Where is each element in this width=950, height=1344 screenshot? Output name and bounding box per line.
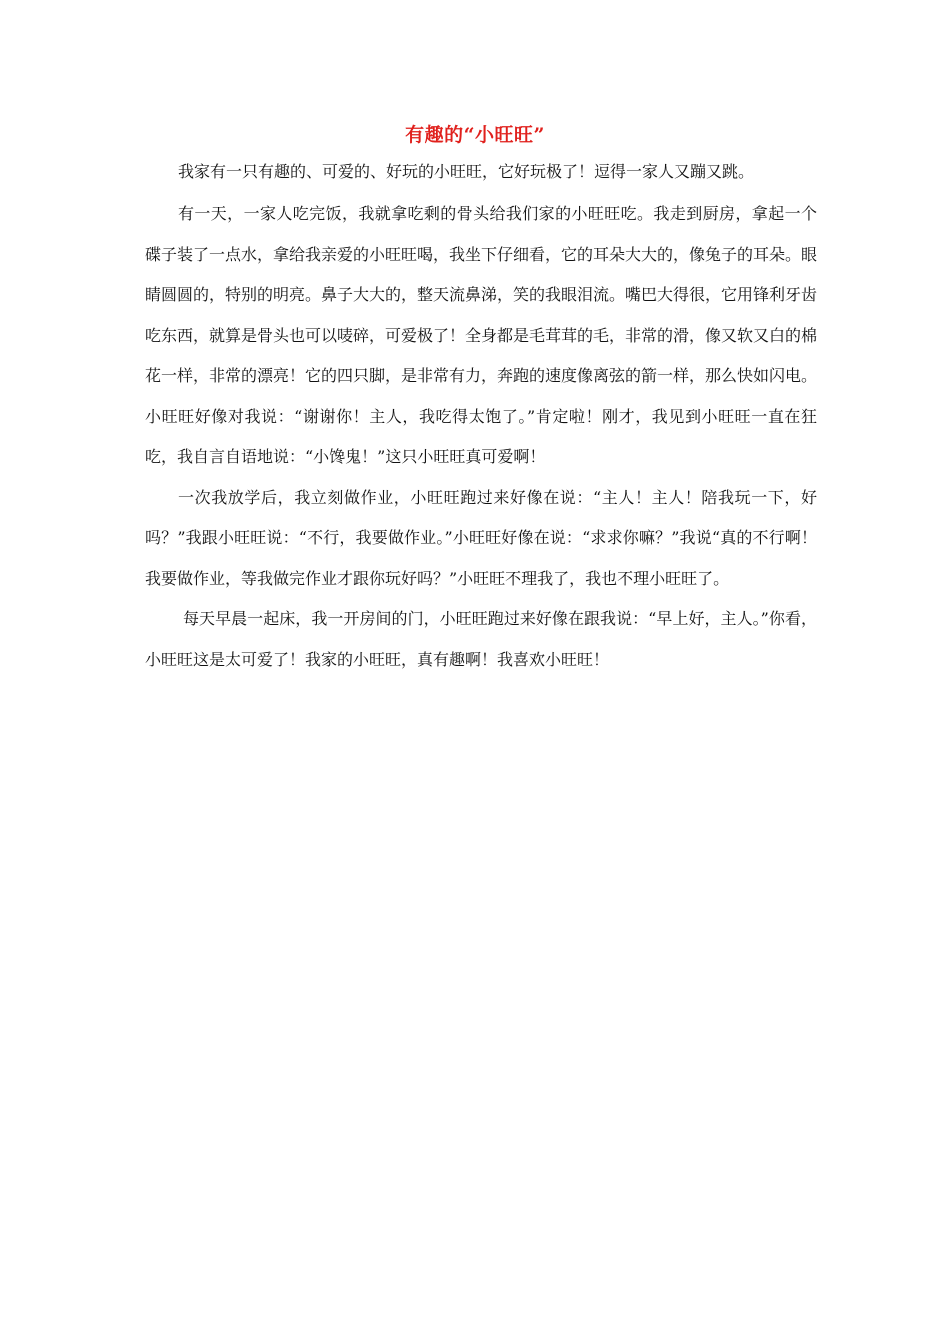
paragraph-3: 一次我放学后，我立刻做作业，小旺旺跑过来好像在说：“主人！主人！陪我玩一下，好吗？”我跟小旺旺说：“不行，我要做作业。”小旺旺好像在说：“求求你嘛？”我说“真的不行啊！我要做作业，等我做完作业才跟你玩好吗？”小旺旺不理我了，我也不理小旺旺了。	[145, 487, 817, 588]
document-body	[145, 156, 817, 680]
document-title: 有趣的“小旺旺”	[405, 124, 545, 146]
paragraph-2: 有一天，一家人吃完饭，我就拿吃剩的骨头给我们家的小旺旺吃。我走到厨房，拿起一个碟子装了一点水，拿给我亲爱的小旺旺喝，我坐下仔细看，它的耳朵大大的，像兔子的耳朵。眼睛圆圆的，特别的明亮。鼻子大大的，整天流鼻涕，笑的我眼泪流。嘴巴大得很，它用锋利牙齿吃东西，就算是骨头也可以唛碎，可爱极了！全身都是毛茸茸的毛，非常的滑，像又软又白的棉花一样，非常的漂亮！它的四只脚，是非常有力，奔跑的速度像离弦的箭一样，那么快如闪电。小旺旺好像对我说：“谢谢你！主人，我吃得太饱了。”肯定啦！刚才，我见到小旺旺一直在狂吃，我自言自语地说：“小馋鬼！”这只小旺旺真可爱啊！	[145, 204, 818, 466]
paragraph-4: 每天早晨一起床，我一开房间的门，小旺旺跑过来好像在跟我说：“早上好，主人。”你看，小旺旺这是太可爱了！我家的小旺旺，真有趣啊！我喜欢小旺旺！	[145, 609, 817, 669]
paragraph-1: 我家有一只有趣的、可爱的、好玩的小旺旺，它好玩极了！逗得一家人又蹦又跳。	[178, 162, 755, 181]
